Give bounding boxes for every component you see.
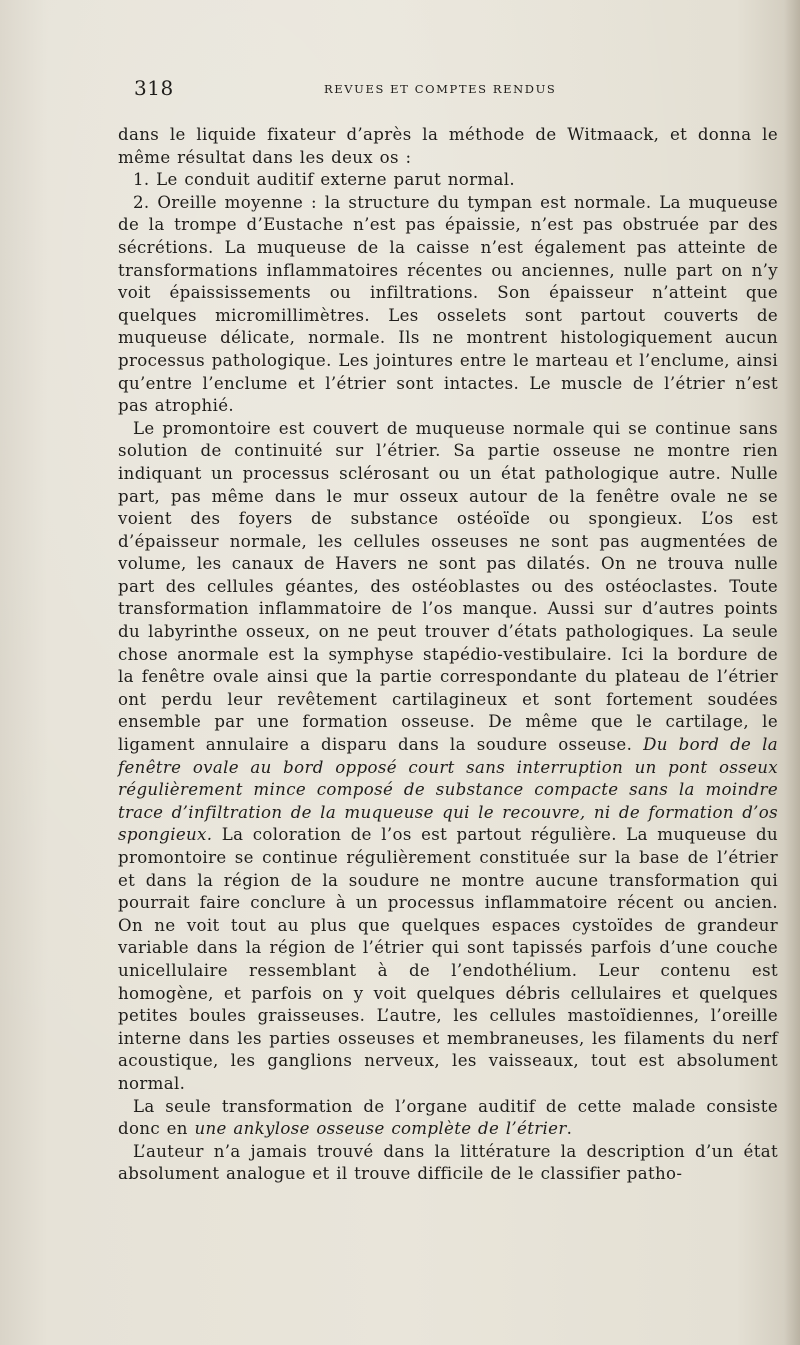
paragraph-text: La coloration de l’os est partout régulière. La muqueuse du promontoire se continue régulièrement constituée sur la base de l’étrier et dans la région de la soudure ne montre aucune transformation qui pourrait faire conclure à un processus inflammatoire récent ou ancien. On ne voit tout au plus que quelques espaces cystoïdes de grandeur variable dans la région de l’étrier qui sont tapissés parfois d’une couche unicellulaire ressemblant à de l’endothélium. Leur contenu est homogène, et parfois on y voit quelques débris cellulaires et quelques petites boules graisseuses. L’autre, les cellules mastoïdiennes, l’oreille interne dans les parties osseuses et membraneuses, les filaments du nerf acoustique, les ganglions nerveux, les vaisseaux, tout est absolument normal. bbox=[118, 825, 778, 1093]
paragraph-3 bbox=[118, 192, 778, 418]
paragraph-4 bbox=[118, 418, 778, 1096]
running-title: REVUES ET COMPTES RENDUS bbox=[324, 82, 557, 96]
paragraph-text: 2. Oreille moyenne : la structure du tympan est normale. La muqueuse de la trompe d’Eustache n’est pas épaissie, n’est pas obstruée par des sécrétions. La muqueuse de la caisse n’est également pas atteinte de transformations inflammatoires récentes ou anciennes, nulle part on n’y voit épaississements ou infiltrations. Son épaisseur n’atteint que quelques micromillimètres. Les osselets sont partout couverts de muqueuse délicate, normale. Ils ne montrent histologiquement aucun processus pathologique. Les jointures entre le marteau et l’enclume, ainsi qu’entre l’enclume et l’étrier sont intactes. Le muscle de l’étrier n’est pas atrophié. bbox=[118, 192, 778, 416]
paragraph-text: . bbox=[566, 1119, 573, 1139]
paragraph-text: La seule transformation de l’organe auditif de cette malade consiste donc en bbox=[118, 1096, 778, 1139]
page-edge-shadow bbox=[784, 0, 800, 1345]
page-number: 318 bbox=[134, 76, 174, 100]
paragraph-text: L’auteur n’a jamais trouvé dans la littérature la description d’un état absolument analogue et il trouve difficile de le classifier patho- bbox=[118, 1141, 778, 1184]
paragraph-text: Le promontoire est couvert de muqueuse normale qui se continue sans solution de continuité sur l’étrier. Sa partie osseuse ne montre rien indiquant un processus sclérosant ou un état pathologique autre. Nulle part, pas même dans le mur osseux autour de la fenêtre ovale ne se voient des foyers de substance ostéoïde ou spongieux. L’os est d’épaisseur normale, les cellules osseuses ne sont pas augmentées de volume, les canaux de Havers ne sont pas dilatés. On ne trouva nulle part des cellules géantes, des ostéoblastes ou des ostéoclastes. Toute transformation inflammatoire de l’os manque. Aussi sur d’autres points du labyrinthe osseux, on ne peut trouver d’états pathologiques. La seule chose anormale est la symphyse stapédio-vestibulaire. Ici la bordure de la fenêtre ovale ainsi que la partie correspondante du plateau de l’étrier ont perdu leur revêtement cartilagineux et sont fortement soudées ensemble par une formation osseuse. De même que le cartilage, le ligament annulaire a disparu dans la soudure osseuse. bbox=[118, 418, 778, 755]
body-text bbox=[118, 124, 778, 1186]
italic-passage: une ankylose osseuse complète de l’étrier bbox=[194, 1119, 567, 1139]
paragraph-6 bbox=[118, 1141, 778, 1186]
page-header bbox=[134, 76, 774, 102]
paragraph-1 bbox=[118, 124, 778, 169]
paragraph-2 bbox=[118, 169, 778, 192]
italic-passage: Du bord de la fenêtre ovale au bord opposé court sans interruption un pont osseux régulièrement mince composé de substance compacte sans la moindre trace d’infiltration de la muqueuse qui le recouvre, ni de formation d’os spongieux. bbox=[118, 735, 778, 845]
paragraph-5 bbox=[118, 1096, 778, 1141]
paragraph-text: dans le liquide fixateur d’après la méthode de Witmaack, et donna le même résultat dans les deux os : bbox=[118, 125, 778, 167]
paragraph-text: 1. Le conduit auditif externe parut normal. bbox=[133, 170, 515, 190]
